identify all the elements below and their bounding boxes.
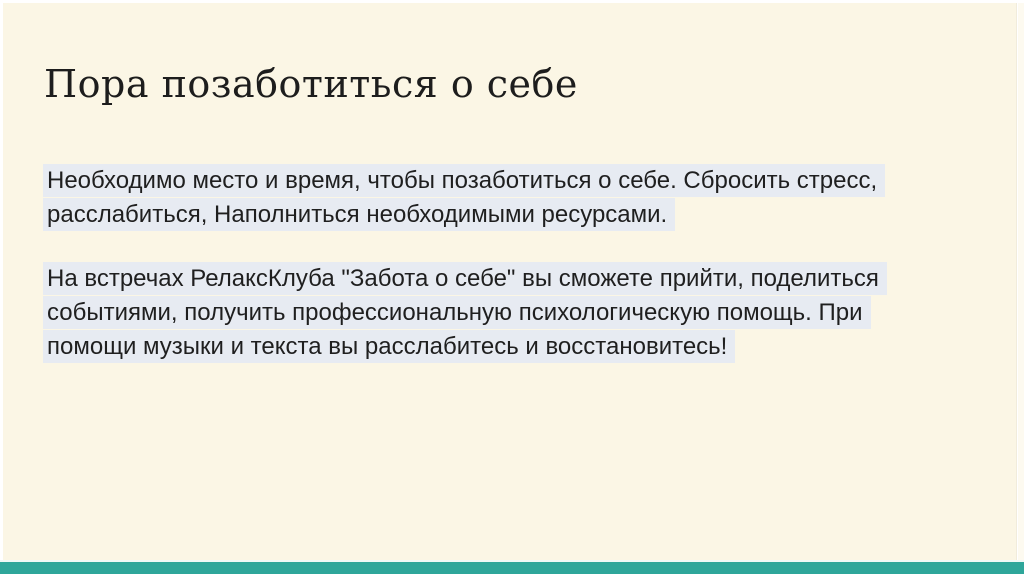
slide-title: Пора позаботиться о себе: [44, 62, 578, 106]
text-line: [43, 262, 887, 296]
text-line: [43, 330, 887, 364]
slide-body-text: [43, 164, 887, 394]
text-line: [43, 198, 887, 232]
text-line: [43, 296, 887, 330]
paragraph-1: [43, 164, 887, 232]
bottom-accent-bar: [0, 562, 1024, 574]
text-line: [43, 164, 887, 198]
slide: [3, 3, 1017, 560]
highlighted-text: На встречах РелаксКлуба "Забота о себе" вы сможете прийти, поделиться: [43, 262, 887, 295]
paragraph-2: [43, 262, 887, 364]
highlighted-text: Необходимо место и время, чтобы позаботиться о себе. Сбросить стресс,: [43, 164, 885, 197]
highlighted-text: событиями, получить профессиональную психологическую помощь. При: [43, 296, 871, 329]
highlighted-text: помощи музыки и текста вы расслабитесь и восстановитесь!: [43, 330, 735, 363]
slide-right-margin: [1018, 3, 1024, 560]
highlighted-text: расслабиться, Наполниться необходимыми ресурсами.: [43, 198, 675, 231]
